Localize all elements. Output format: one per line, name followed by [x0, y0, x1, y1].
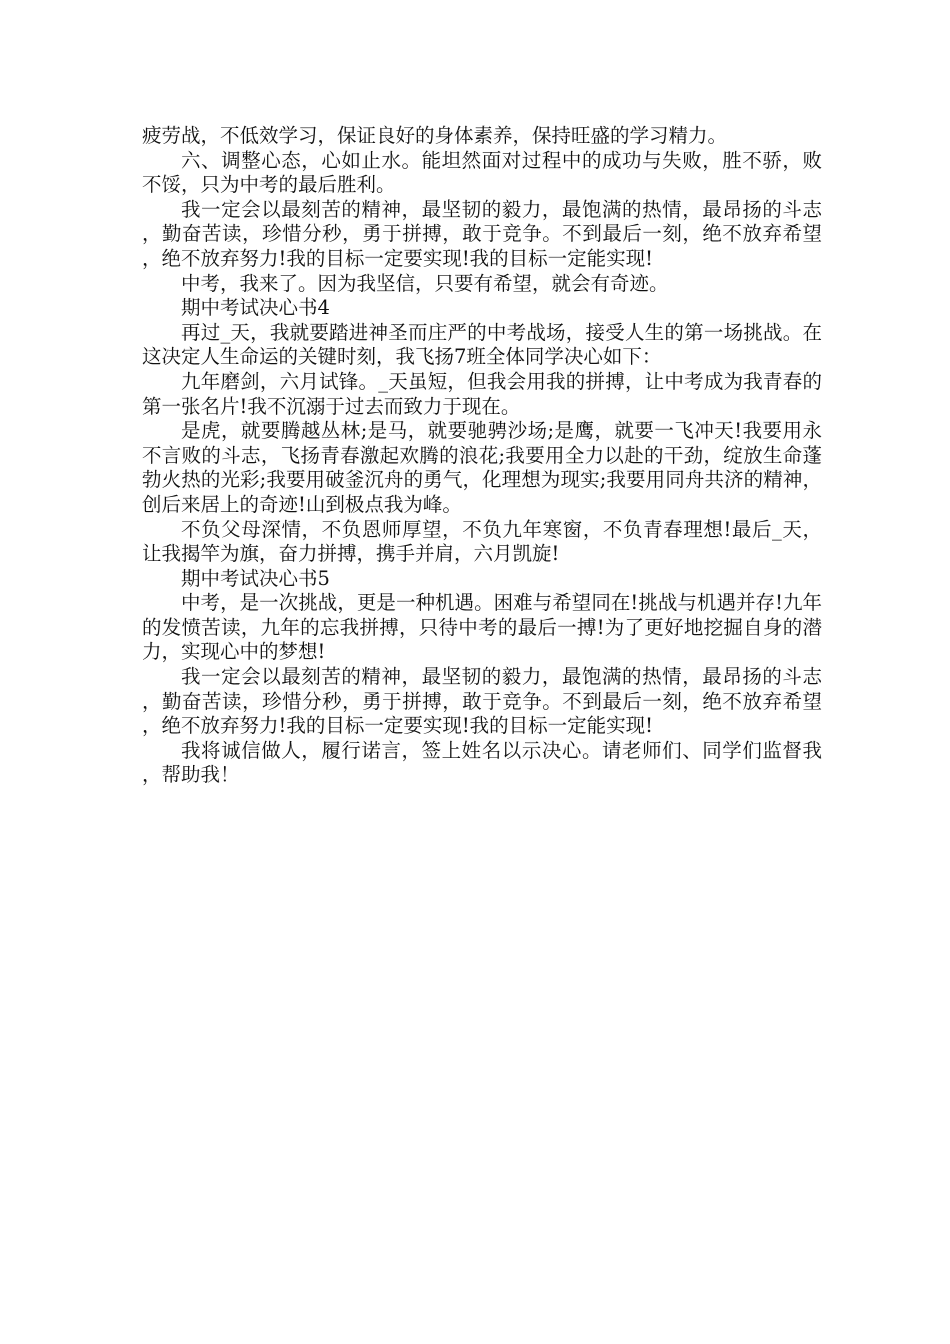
paragraph: 再过_天，我就要踏进神圣而庄严的中考战场，接受人生的第一场挑战。在这决定人生命运的关键时刻，我飞扬7班全体同学决心如下： [142, 320, 822, 369]
paragraph: 不负父母深情，不负恩师厚望，不负九年寒窗，不负青春理想!最后_天，让我揭竿为旗，奋力拼搏，携手并肩，六月凯旋! [142, 517, 822, 566]
paragraph: 是虎，就要腾越丛林;是马，就要驰骋沙场;是鹰，就要一飞冲天!我要用永不言败的斗志，飞扬青春激起欢腾的浪花;我要用全力以赴的干劲，绽放生命蓬勃火热的光彩;我要用破釜沉舟的勇气，化理想为现实;我要用同舟共济的精神，创后来居上的奇迹!山到极点我为峰。 [142, 419, 822, 516]
paragraph: 我一定会以最刻苦的精神，最坚韧的毅力，最饱满的热情，最昂扬的斗志，勤奋苦读，珍惜分秒，勇于拼搏，敢于竞争。不到最后一刻，绝不放弃希望，绝不放弃努力!我的目标一定要实现!我的目标一定能实现! [142, 665, 822, 738]
paragraph: 我将诚信做人，履行诺言，签上姓名以示决心。请老师们、同学们监督我，帮助我！ [142, 738, 822, 787]
paragraph: 六、调整心态，心如止水。能坦然面对过程中的成功与失败，胜不骄，败不馁，只为中考的最后胜利。 [142, 148, 822, 197]
paragraph: 中考，是一次挑战，更是一种机遇。困难与希望同在!挑战与机遇并存!九年的发愤苦读，九年的忘我拼搏，只待中考的最后一搏!为了更好地挖掘自身的潜力，实现心中的梦想! [142, 591, 822, 664]
paragraph: 疲劳战，不低效学习，保证良好的身体素养，保持旺盛的学习精力。 [142, 124, 728, 147]
section-heading: 期中考试决心书5 [181, 566, 330, 590]
section-heading: 期中考试决心书4 [181, 296, 330, 320]
paragraph: 中考，我来了。因为我坚信，只要有希望，就会有奇迹。 [181, 271, 669, 295]
paragraph: 九年磨剑，六月试锋。_天虽短，但我会用我的拼搏，让中考成为我青春的第一张名片!我不沉溺于过去而致力于现在。 [142, 369, 822, 418]
paragraph: 我一定会以最刻苦的精神，最坚韧的毅力，最饱满的热情，最昂扬的斗志，勤奋苦读，珍惜分秒，勇于拼搏，敢于竞争。不到最后一刻，绝不放弃希望，绝不放弃努力!我的目标一定要实现!我的目标一定能实现! [142, 197, 822, 270]
document-page [142, 124, 822, 788]
